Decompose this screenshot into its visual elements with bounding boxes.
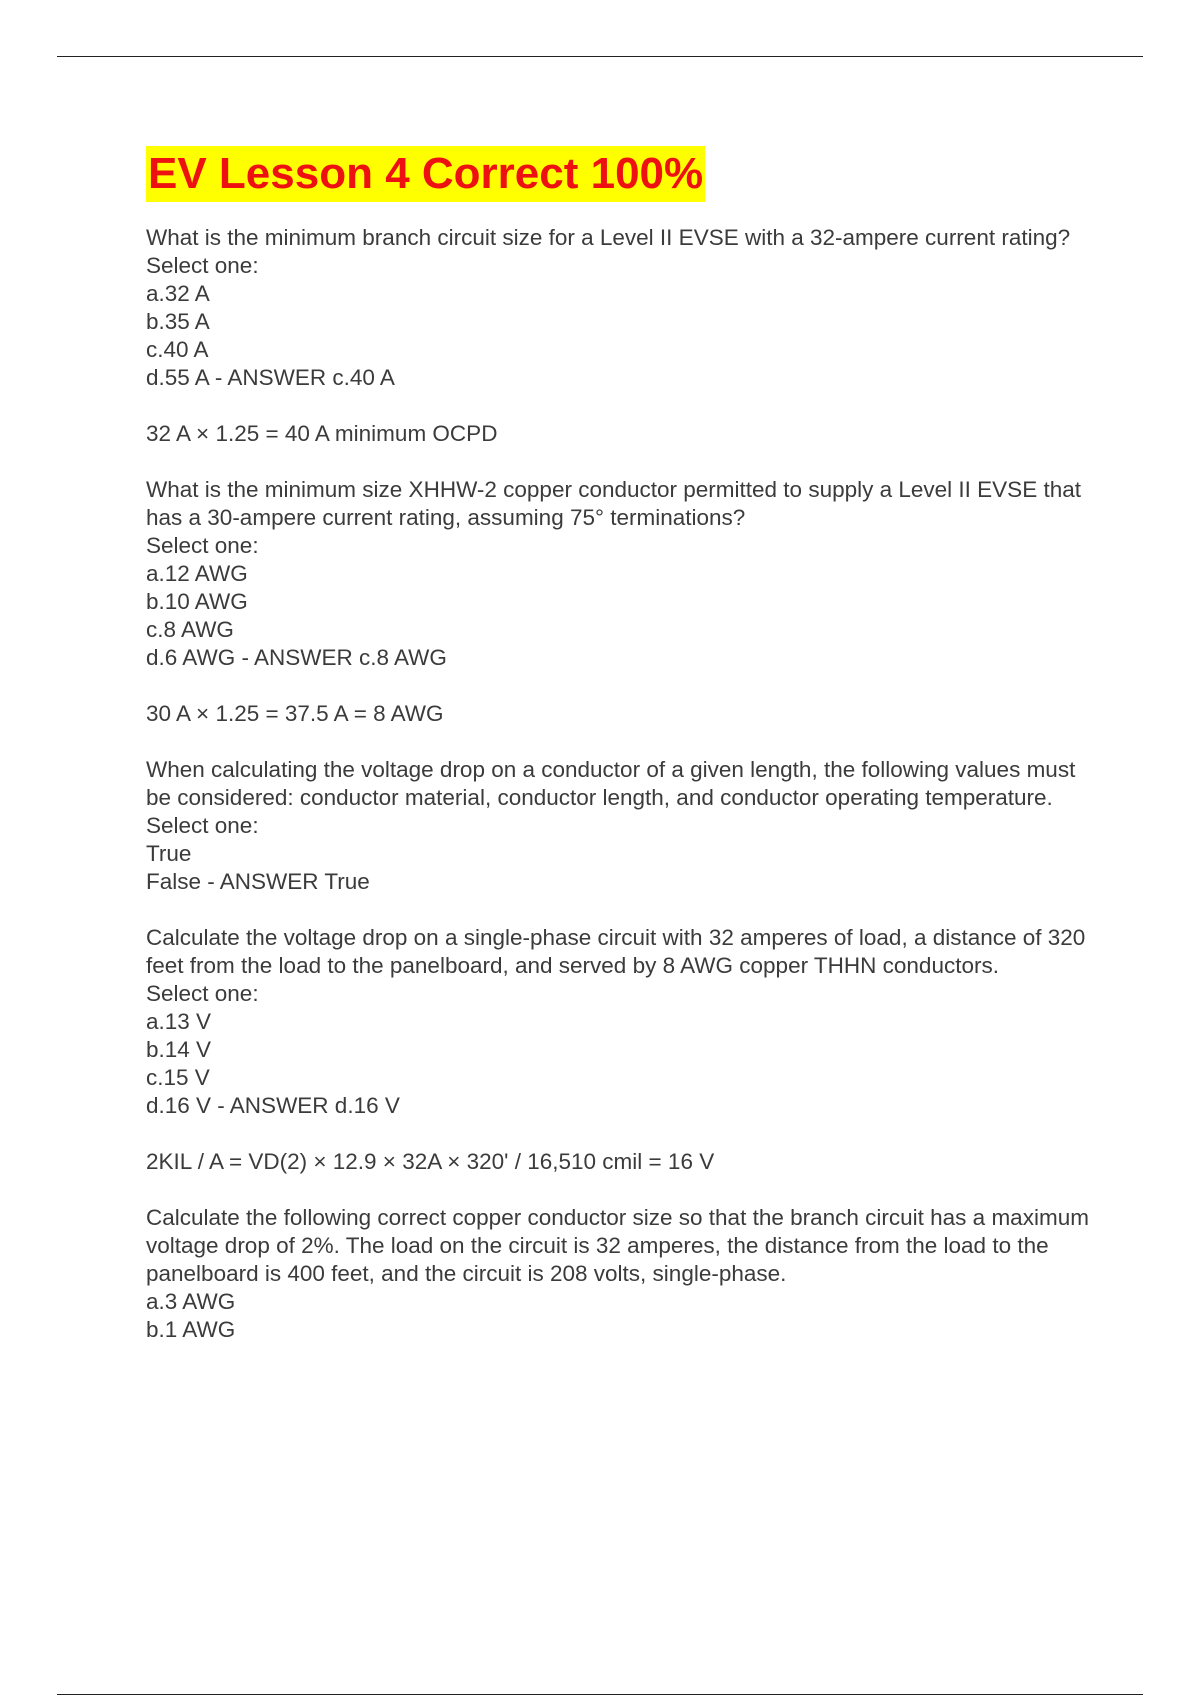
option-a: a.13 V	[146, 1009, 212, 1034]
select-prompt: Select one:	[146, 253, 259, 278]
select-prompt: Select one:	[146, 813, 259, 838]
option-a: a.12 AWG	[146, 561, 248, 586]
footer-rule	[57, 1694, 1143, 1695]
option-b: b.35 A	[146, 309, 210, 334]
question-block-1	[146, 224, 1096, 392]
explanation-text: 32 A × 1.25 = 40 A minimum OCPD	[146, 421, 498, 446]
option-c: c.15 V	[146, 1065, 210, 1090]
question-block-4	[146, 924, 1096, 1120]
explanation-2	[146, 700, 1096, 728]
document-body	[146, 146, 1096, 1372]
option-a: a.3 AWG	[146, 1289, 236, 1314]
option-c: c.8 AWG	[146, 617, 234, 642]
option-d-answer: d.6 AWG - ANSWER c.8 AWG	[146, 645, 447, 670]
option-a: a.32 A	[146, 281, 210, 306]
question-block-2	[146, 476, 1096, 672]
option-d-answer: d.16 V - ANSWER d.16 V	[146, 1093, 400, 1118]
option-false-answer: False - ANSWER True	[146, 869, 370, 894]
question-text: When calculating the voltage drop on a conductor of a given length, the following values must be considered: conductor material, conductor length, and conductor operating temperature.	[146, 757, 1076, 810]
question-block-3	[146, 756, 1096, 896]
question-text: What is the minimum branch circuit size for a Level II EVSE with a 32-ampere current rating?	[146, 225, 1071, 250]
option-b: b.10 AWG	[146, 589, 248, 614]
explanation-text: 30 A × 1.25 = 37.5 A = 8 AWG	[146, 701, 444, 726]
option-d-answer: d.55 A - ANSWER c.40 A	[146, 365, 395, 390]
explanation-1	[146, 420, 1096, 448]
option-b: b.1 AWG	[146, 1317, 236, 1342]
option-c: c.40 A	[146, 337, 209, 362]
option-b: b.14 V	[146, 1037, 212, 1062]
select-prompt: Select one:	[146, 533, 259, 558]
header-rule	[57, 56, 1143, 57]
page-title: EV Lesson 4 Correct 100%	[146, 146, 705, 202]
option-true: True	[146, 841, 192, 866]
question-block-5	[146, 1204, 1096, 1344]
question-text: Calculate the following correct copper conductor size so that the branch circuit has a maximum voltage drop of 2%. The load on the circuit is 32 amperes, the distance from the load to the panelboard is 400 feet, and the circuit is 208 volts, single-phase.	[146, 1205, 1089, 1286]
explanation-text: 2KIL / A = VD(2) × 12.9 × 32A × 320' / 16,510 cmil = 16 V	[146, 1149, 715, 1174]
question-text: What is the minimum size XHHW-2 copper conductor permitted to supply a Level II EVSE that has a 30-ampere current rating, assuming 75° terminations?	[146, 477, 1081, 530]
question-text: Calculate the voltage drop on a single-phase circuit with 32 amperes of load, a distance of 320 feet from the load to the panelboard, and served by 8 AWG copper THHN conductors.	[146, 925, 1086, 978]
explanation-4	[146, 1148, 1096, 1176]
select-prompt: Select one:	[146, 981, 259, 1006]
